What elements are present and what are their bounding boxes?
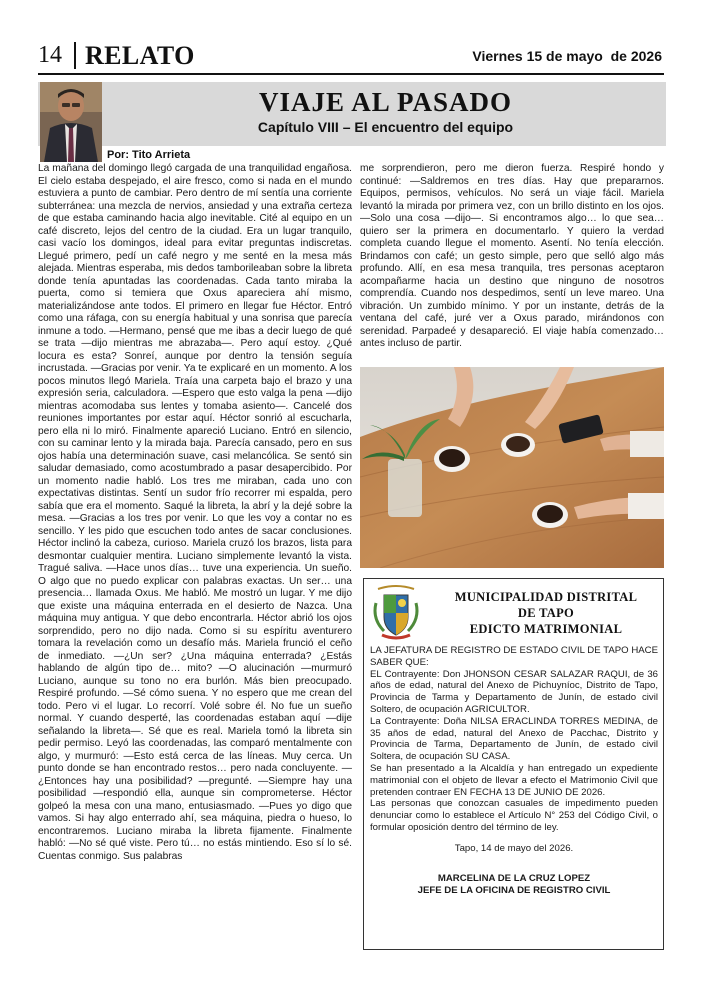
section-title: RELATO xyxy=(85,41,195,70)
coffee-table-image xyxy=(360,367,664,568)
author-photo xyxy=(40,82,102,162)
edict-place-date: Tapo, 14 de mayo del 2026. xyxy=(454,842,574,854)
article-column-right: me sorprendieron, pero me dieron fuerza. Respiré hondo y continué: —Saldremos en tres días. Hay que prepararnos. Equipos, permisos, vehículos. No será un viaje fácil. Mariela levantó la mirada por primera vez, con un brillo distinto en los ojos. —Solo una cosa —dijo—. Si encontramos algo… lo que sea… quiero ser la primera en documentarlo. Y quiero la verdad completa cuando llegue el momento. Asentí. No tenía elección. Brindamos con café; un gesto simple, pero que selló algo más profundo. Allí, en esa mesa tranquila, tres personas aceptaron acompañarme hacia un destino que ninguno de nosotros comprendía. Cuando nos despedimos, sentí un leve mareo. Una vibración. Un zumbido mínimo. Y por un instante, detrás de la ventana del café, juré ver a Oxus parado, mirándonos con serenidad. Parpadeé y desapareció. El viaje había comenzado… antes incluso de partir. xyxy=(360,163,664,349)
header-divider xyxy=(74,42,76,69)
article-title: VIAJE AL PASADO xyxy=(258,87,513,117)
publication-date: Viernes 15 de mayo de 2026 xyxy=(472,48,662,64)
article-title-band xyxy=(38,82,666,146)
edict-signer-title: JEFE DE LA OFICINA DE REGISTRO CIVIL xyxy=(417,885,611,897)
coffee-table-photo xyxy=(360,367,664,568)
header-rule xyxy=(38,73,664,75)
marriage-edict-box xyxy=(363,578,664,950)
page-header xyxy=(38,38,664,74)
edict-groom: EL Contrayente: Don JHONSON CESAR SALAZAR RAQUI, de 36 años de edad, natural del Anexo de Pichuyníoc, Distrito de Tapo, Provincia de Tarma y Departamento de Junín, de estado civil Soltero, de ocupación AGRICULTOR. xyxy=(370,668,658,715)
edict-notice: Se han presentado a la Alcaldía y han entregado un expediente matrimonial con el objeto de llevar a efecto el Matrimonio Civil que pretenden contraer EN FECHA 13 DE JUNIO DE 2026. xyxy=(370,762,658,798)
edict-intro: LA JEFATURA DE REGISTRO DE ESTADO CIVIL DE TAPO HACE SABER QUE: xyxy=(370,645,658,668)
author-portrait-image xyxy=(40,82,102,162)
edict-body xyxy=(370,645,658,898)
article-column-left: La mañana del domingo llegó cargada de una tranquilidad engañosa. El cielo estaba despejado, el aire fresco, como si nada en el mundo estuviera a punto de cambiar. Pero dentro de mí sentía una corriente subterránea: una mezcla de nervios, ansiedad y una extraña certeza de que estaba caminando hacia algo inevitable. Cité al equipo en un café discreto, lejos del centro de la ciudad. Era un lugar tranquilo, casi vacío los domingos, ideal para evitar preguntas indiscretas. Llegué primero, pedí un café negro y me senté en la mesa más alejada. Mientras esperaba, mis dedos tamborileaban sobre la libreta donde tenía apuntadas las coordenadas. Cada tanto miraba la puerta, como si temiera que Oxus apareciera ahí mismo, materializándose ante todos. El primero en llegar fue Héctor. Entró como una ráfaga, con su energía habitual y una sonrisa que parecía inmune a todo. —Hermano, pensé que me ibas a decir luego de qué se trata —dijo mientras me abrazaba—. Pero aquí estoy. ¿Qué locura es esta? Sonreí, aunque por dentro la tensión seguía incrustada. —Gracias por venir. Ya te explicaré en un momento. A los pocos minutos llegó Mariela. Traía una carpeta bajo el brazo y una expresión seria, calculadora. —Espero que esto valga la pena —dijo mientras acomodaba sus lentes y tomaba asiento—. Cancelé dos reuniones importantes por estar aquí. Héctor sonrió al escucharla, pero ella ni lo miró. Finalmente apareció Luciano. Entró en silencio, con su caminar lento y la mirada baja. Parecía cansado, pero en sus ojos había una determinación suave, casi melancólica. Se sentó sin saludar demasiado, como acostumbrado a pasar desapercibido. Por un momento nadie habló. Los tres me miraban, cada uno con expectativas distintas. Sentí un sudor frío recorrer mi espalda, pero sabía que era el momento. Saqué la libreta, la abrí y la dejé sobre la mesa. —Gracias a los tres por venir. Lo que les voy a contar no es sencillo. Y les pido que escuchen todo antes de sacar conclusiones. Héctor inclinó la cabeza, curioso. Mariela cruzó los brazos, lista para desmontar cualquier mentira. Luciano simplemente levantó la vista. Tragué saliva. —Hace unos días… tuve una experiencia. Un sueño. O algo que no puedo explicar con palabras exactas. Un ser… una presencia… llamada Oxus. Me habló. Me mostró un lugar. Y me dijo que existe una máquina enterrada en el desierto de Nazca. Una máquina muy antigua. Y que debo encontrarla. Héctor abrió los ojos sorprendido, pero no dijo nada. Como si su espíritu aventurero tomara la revelación como un desafío más. Mariela frunció el ceño de inmediato. —¿Un ser? ¿Una máquina enterrada? ¿Estás hablando de algún tipo de… mito? —O alucinación —murmuró Luciano, aunque su tono no era burlón. Más bien preocupado. Respiré profundo. —Sé cómo suena. Y no espero que me crean del todo. Pero vi el lugar. Lo recorrí. Volé sobre él. No fue un sueño normal. Y cuando desperté, las coordenadas estaban aquí —dije señalando la libreta—. Sé que es real. Mariela tomó la libreta sin pedir permiso. Leyó las coordenadas, las comparó mentalmente con algo, y murmuró: —Esto está cerca de las líneas. Muy cerca. Un punto donde se han encontrado restos… pero nada concluyente. —¿Entonces hay una posibilidad? —pregunté. —Siempre hay una posibilidad —respondió ella, aunque sin comprometerse. Héctor golpeó la mesa con una mano, entusiasmado. —Pues yo digo que vamos. Si hay algo enterrado ahí, sea máquina, piedra o hueso, lo encontraremos. Luciano miraba la libreta fijamente. Finalmente habló: —No sé qué viste. Pero tú… no estás mintiendo. Eso sí lo sé. Cuentas conmigo. Sus palabras xyxy=(38,163,352,862)
edict-signer-name: MARCELINA DE LA CRUZ LOPEZ xyxy=(437,872,591,884)
edict-objection: Las personas que conozcan casuales de impedimento pueden denunciar como lo establece el Artículo N° 253 del Código Civil, o formular oposición dentro del término de ley. xyxy=(370,798,658,833)
edict-heading xyxy=(430,589,662,637)
edict-heading-type: EDICTO MATRIMONIAL xyxy=(469,622,623,636)
page-number: 14 xyxy=(38,42,62,68)
edict-heading-district: DE TAPO xyxy=(517,606,575,620)
municipal-coat-of-arms-icon xyxy=(370,583,422,641)
edict-heading-municipality: MUNICIPALIDAD DISTRITAL xyxy=(454,590,638,604)
article-subtitle: Capítulo VIII – El encuentro del equipo xyxy=(257,119,514,135)
article-byline: Por: Tito Arrieta xyxy=(107,149,191,161)
edict-bride: La Contrayente: Doña NILSA ERACLINDA TORRES MEDINA, de 35 años de edad, natural del Anexo de Pacchac, Distrito y Provincia de Tarma, Departamento de Junín, de estado civil Soltera, de ocupación SU CASA. xyxy=(370,715,658,763)
